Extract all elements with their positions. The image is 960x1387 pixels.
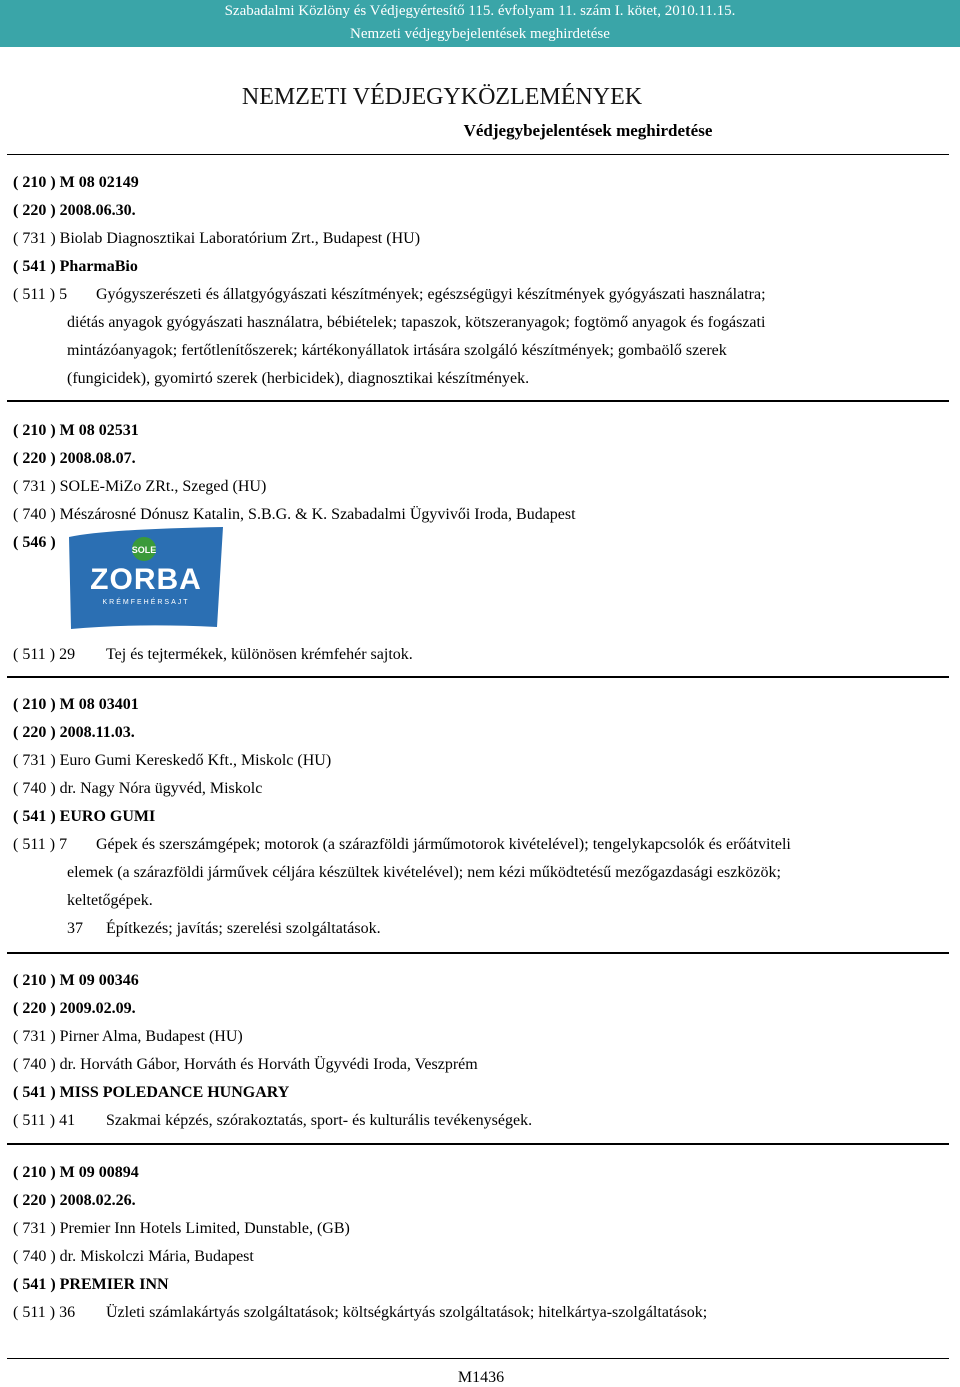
entry-4-f731: ( 731 ) Pirner Alma, Budapest (HU): [13, 1028, 243, 1045]
entry-3-f210: ( 210 ) M 08 03401: [13, 696, 139, 713]
svg-text:ZORBA: ZORBA: [90, 563, 202, 596]
entry-3-f511-line-3: keltetőgépek.: [67, 892, 153, 909]
svg-text:SOLE: SOLE: [131, 545, 157, 555]
entry-4-f541: ( 541 ) MISS POLEDANCE HUNGARY: [13, 1084, 290, 1101]
entry-2-f220: ( 220 ) 2008.08.07.: [13, 450, 136, 467]
entry-4-f511-text: Szakmai képzés, szórakoztatás, sport- és kulturális tevékenységek.: [106, 1112, 533, 1129]
journal-line: Szabadalmi Közlöny és Védjegyértesítő 115. évfolyam 11. szám I. kötet, 2010.11.15.: [224, 3, 736, 19]
entry-1-f220: ( 220 ) 2008.06.30.: [13, 202, 136, 219]
entry-5-f511: ( 511 ) 36: [13, 1304, 76, 1321]
footer-divider: [7, 1358, 949, 1359]
entry-4-f740: ( 740 ) dr. Horváth Gábor, Horváth és Horváth Ügyvédi Iroda, Veszprém: [13, 1056, 478, 1073]
page-subtitle: Védjegybejelentések meghirdetése: [463, 121, 713, 140]
entry-5-f731: ( 731 ) Premier Inn Hotels Limited, Dunstable, (GB): [13, 1220, 350, 1237]
entry-1-f511-line-4: (fungicidek), gyomirtó szerek (herbicidek), diagnosztikai készítmények.: [67, 370, 530, 387]
entry-5-f220: ( 220 ) 2008.02.26.: [13, 1192, 136, 1209]
entry-divider: [7, 400, 949, 402]
entry-4-f511: ( 511 ) 41: [13, 1112, 76, 1129]
entry-2-f731: ( 731 ) SOLE-MiZo ZRt., Szeged (HU): [13, 478, 267, 495]
entry-1-f511-line-1: Gyógyszerészeti és állatgyógyászati készítmények; egészségügyi készítmények gyógyászati használatra;: [96, 286, 766, 303]
entry-3-f511-class2: 37: [67, 920, 83, 937]
entry-1-f541: ( 541 ) PharmaBio: [13, 258, 138, 275]
entry-1-f210: ( 210 ) M 08 02149: [13, 174, 139, 191]
entry-divider: [7, 1143, 949, 1145]
zorba-logo-image: [67, 527, 225, 630]
entry-3-f511-class2-text: Építkezés; javítás; szerelési szolgáltatások.: [106, 920, 381, 937]
entry-2-f546: ( 546 ): [13, 534, 56, 551]
entry-2-f511: ( 511 ) 29: [13, 646, 76, 663]
entry-3-f740: ( 740 ) dr. Nagy Nóra ügyvéd, Miskolc: [13, 780, 263, 797]
section-line: Nemzeti védjegybejelentések meghirdetése: [350, 26, 610, 42]
divider: [7, 154, 949, 155]
entry-1-f731: ( 731 ) Biolab Diagnosztikai Laboratórium Zrt., Budapest (HU): [13, 230, 421, 247]
entry-divider: [7, 952, 949, 954]
entry-4-f220: ( 220 ) 2009.02.09.: [13, 1000, 136, 1017]
entry-1-f511-code: ( 511 ) 5: [13, 286, 68, 303]
entry-5-f541: ( 541 ) PREMIER INN: [13, 1276, 169, 1293]
entry-3-f511-line-1: Gépek és szerszámgépek; motorok (a szárazföldi járműmotorok kivételével); tengelykapcsolók és erőátviteli: [96, 836, 791, 853]
svg-text:KRÉMFEHÉRSAJT: KRÉMFEHÉRSAJT: [102, 599, 190, 606]
page-title: NEMZETI VÉDJEGYKÖZLEMÉNYEK: [241, 84, 643, 110]
entry-5-f511-text: Üzleti számlakártyás szolgáltatások; költségkártyás szolgáltatások; hitelkártya-szolgáltatások;: [106, 1304, 708, 1321]
entry-1-f511-line-2: diétás anyagok gyógyászati használatra, bébiételek; tapaszok, kötszeranyagok; fogtömő anyagok és fogászati: [67, 314, 766, 331]
entry-4-f210: ( 210 ) M 09 00346: [13, 972, 139, 989]
entry-2-f511-text: Tej és tejtermékek, különösen krémfehér sajtok.: [106, 646, 413, 663]
entry-2-f740: ( 740 ) Mészárosné Dónusz Katalin, S.B.G. & K. Szabadalmi Ügyvivői Iroda, Budapest: [13, 506, 576, 523]
entry-3-f511-code: ( 511 ) 7: [13, 836, 68, 853]
entry-3-f731: ( 731 ) Euro Gumi Kereskedő Kft., Miskolc (HU): [13, 752, 332, 769]
entry-divider: [7, 676, 949, 678]
entry-3-f511-line-2: elemek (a szárazföldi járművek céljára készültek kivételével); nem kézi működtetésű mezőgazdasági eszközök;: [67, 864, 781, 881]
entry-5-f740: ( 740 ) dr. Miskolczi Mária, Budapest: [13, 1248, 254, 1265]
entry-3-f541: ( 541 ) EURO GUMI: [13, 808, 156, 825]
journal-header-band: [0, 0, 960, 47]
entry-2-f210: ( 210 ) M 08 02531: [13, 422, 139, 439]
entry-3-f220: ( 220 ) 2008.11.03.: [13, 724, 135, 741]
entry-5-f210: ( 210 ) M 09 00894: [13, 1164, 139, 1181]
page-number: M1436: [457, 1369, 505, 1386]
entry-1-f511-line-3: mintázóanyagok; fertőtlenítőszerek; kártékonyállatok irtására szolgáló készítmények; gombaölő szerek: [67, 342, 727, 359]
